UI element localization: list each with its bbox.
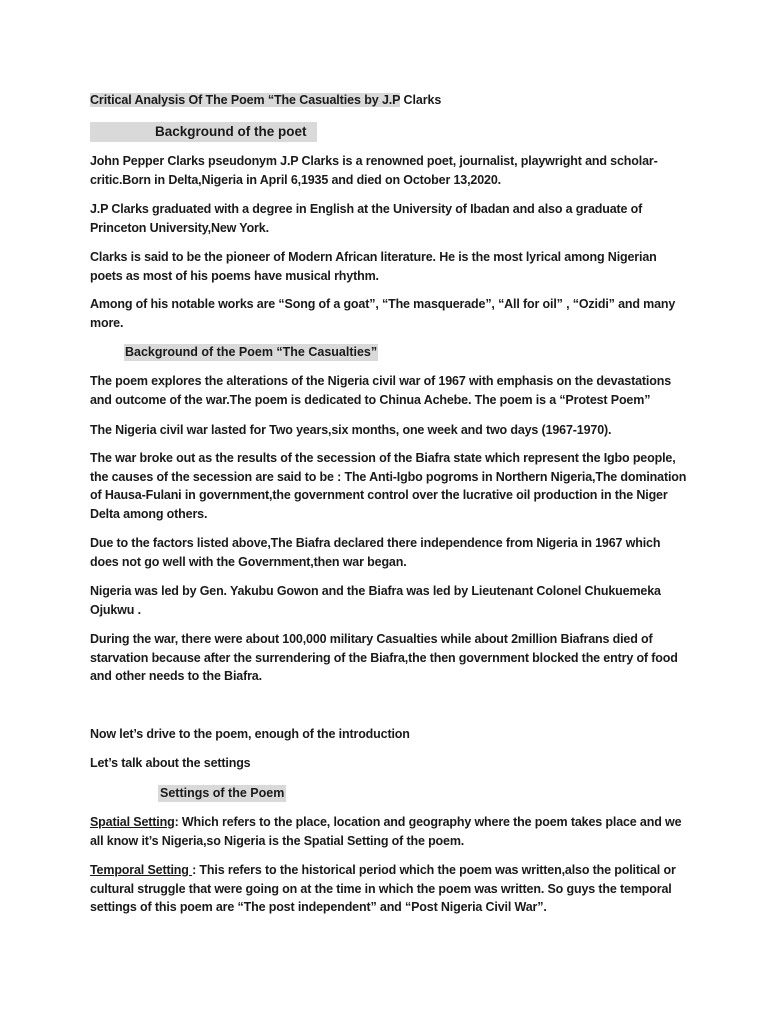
paragraph-poet-education: J.P Clarks graduated with a degree in English at the University of Ibadan and also a graduate of Princeton University,New York.: [90, 202, 643, 235]
paragraph-intro-settings: Let’s talk about the settings: [90, 756, 251, 770]
paragraph-poet-pioneer: Clarks is said to be the pioneer of Modern African literature. He is the most lyrical among Nigerian poets as most of his poems have musical rhythm.: [90, 250, 657, 283]
paragraph-war-duration: The Nigeria civil war lasted for Two years,six months, one week and two days (1967-1970).: [90, 423, 612, 437]
paragraph-casualties: During the war, there were about 100,000 military Casualties while about 2million Biafrans died of starvation because after the surrendering of the Biafra,the then government blocked the entry of food and other needs to the Biafra.: [90, 632, 678, 683]
paragraph-poet-bio: John Pepper Clarks pseudonym J.P Clarks is a renowned poet, journalist, playwright and scholar-critic.Born in Delta,Nigeria in April 6,1935 and died on October 13,2020.: [90, 154, 658, 187]
heading-background-poet: [90, 122, 317, 142]
paragraph-biafra-independence: Due to the factors listed above,The Biafra declared there independence from Nigeria in 1967 which does not go well with the Government,then war began.: [90, 536, 661, 569]
term-temporal-setting: Temporal Setting: [90, 863, 193, 877]
paragraph-intro-poem: Now let’s drive to the poem, enough of the introduction: [90, 727, 410, 741]
paragraph-temporal-setting: [90, 861, 690, 917]
temporal-setting-text: : This refers to the historical period which the poem was written,also the political or cultural struggle that were going on at the time in which the poem was written. So guys the temporal settings of this poem are “The post independent” and “Post Nigeria Civil War”.: [90, 863, 676, 914]
paragraph-leaders: Nigeria was led by Gen. Yakubu Gowon and the Biafra was led by Lieutenant Colonel Chukuemeka Ojukwu .: [90, 584, 661, 617]
heading-poet-text: Background of the poet: [155, 124, 307, 139]
paragraph-war-causes: The war broke out as the results of the secession of the Biafra state which represent the Igbo people, the causes of the secession are said to be : The Anti-Igbo pogroms in Northern Nigeria,The domination of Hausa-Fulani in government,the government control over the lucrative oil production in the Niger Delta among others.: [90, 451, 687, 521]
title-highlighted: Critical Analysis Of The Poem “The Casualties by J.P: [90, 93, 401, 107]
spatial-setting-text: : Which refers to the place, location and geography where the poem takes place and we all know it’s Nigeria,so Nigeria is the Spatial Setting of the poem.: [90, 815, 682, 848]
paragraph-poem-explores: The poem explores the alterations of the Nigeria civil war of 1967 with emphasis on the devastations and outcome of the war.The poem is dedicated to Chinua Achebe. The poem is a “Protest Poem”: [90, 374, 671, 407]
heading-settings: Settings of the Poem: [160, 786, 285, 800]
paragraph-spatial-setting: [90, 813, 690, 850]
term-spatial-setting: Spatial Setting: [90, 815, 175, 829]
paragraph-poet-works: Among of his notable works are “Song of a goat”, “The masquerade”, “All for oil” , “Ozidi” and many more.: [90, 297, 676, 330]
heading-background-poem: Background of the Poem “The Casualties”: [125, 345, 378, 359]
document-title: [90, 93, 441, 107]
title-rest: Clarks: [400, 93, 442, 107]
